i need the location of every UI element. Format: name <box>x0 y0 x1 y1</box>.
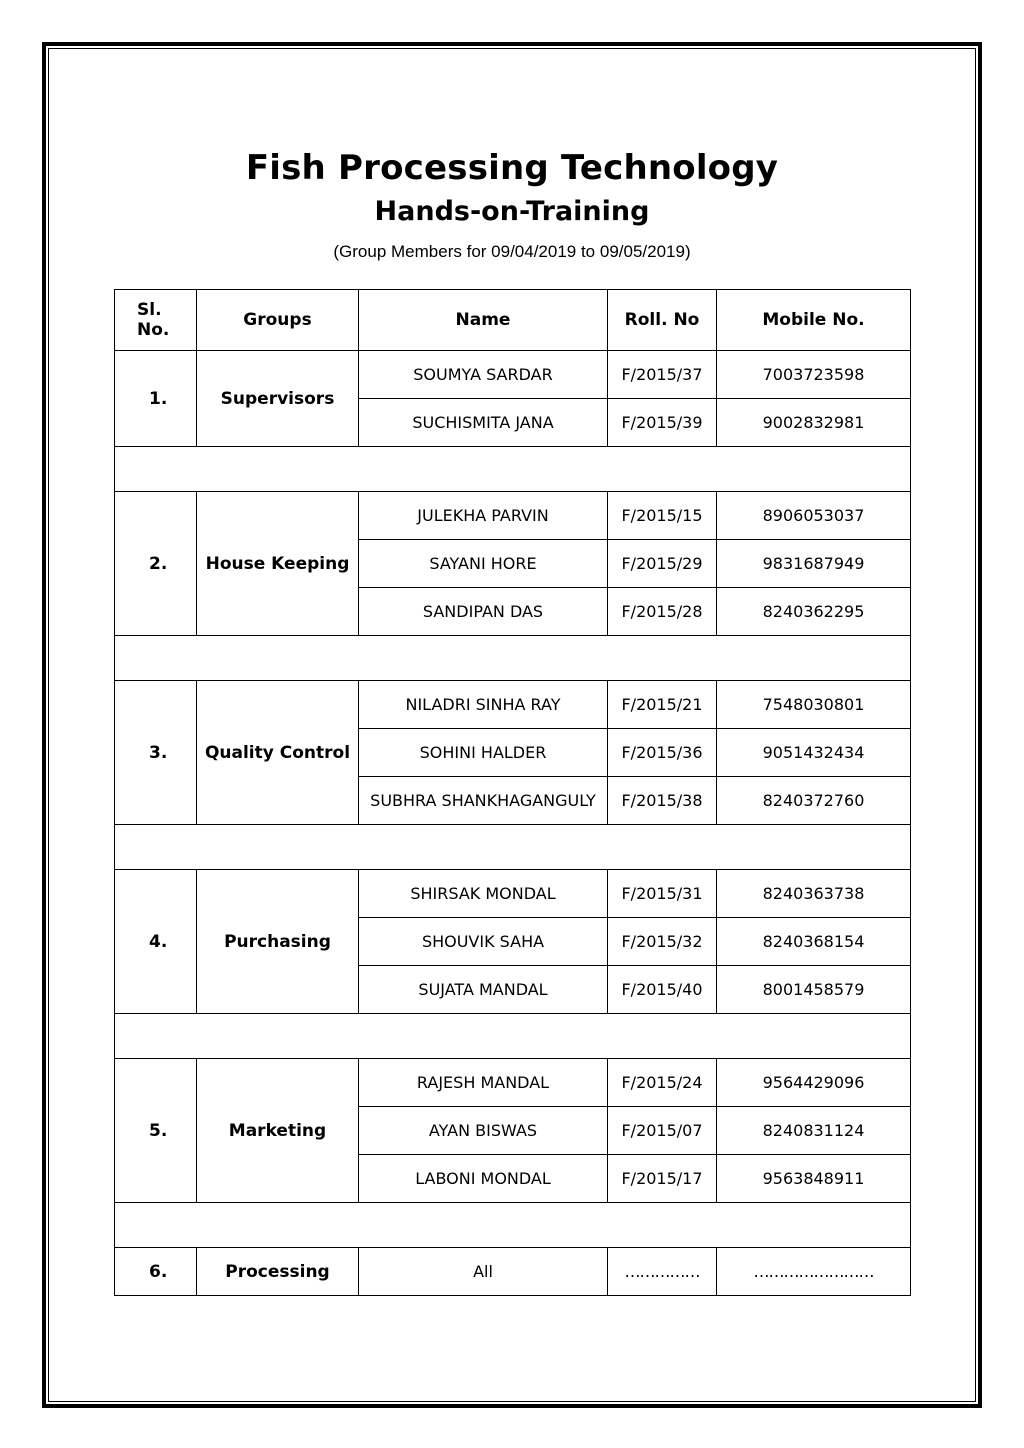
mobile-no-cell: 8240363738 <box>717 870 911 918</box>
column-header-sl-no: Sl. No. <box>115 290 197 351</box>
spacer-cell <box>115 636 911 681</box>
document-caption: (Group Members for 09/04/2019 to 09/05/2019) <box>333 242 691 261</box>
spacer-row <box>115 447 911 492</box>
column-header-mobile-no: Mobile No. <box>717 290 911 351</box>
mobile-no-cell: 8906053037 <box>717 492 911 540</box>
roll-no-cell: …………… <box>608 1248 717 1296</box>
member-name-cell: AYAN BISWAS <box>359 1107 608 1155</box>
group-name-cell: Purchasing <box>197 870 359 1014</box>
table-row <box>115 681 911 729</box>
mobile-no-cell: 9831687949 <box>717 540 911 588</box>
member-name-cell: SOHINI HALDER <box>359 729 608 777</box>
roll-no-cell: F/2015/40 <box>608 966 717 1014</box>
member-name-cell: JULEKHA PARVIN <box>359 492 608 540</box>
roll-no-cell: F/2015/32 <box>608 918 717 966</box>
column-header-name: Name <box>359 290 608 351</box>
table-body <box>115 351 911 1296</box>
document-title: Fish Processing Technology <box>245 148 779 188</box>
roll-no-cell: F/2015/28 <box>608 588 717 636</box>
roll-no-cell: F/2015/24 <box>608 1059 717 1107</box>
roll-no-cell: F/2015/36 <box>608 729 717 777</box>
member-name-cell: SHIRSAK MONDAL <box>359 870 608 918</box>
mobile-no-cell: 8240372760 <box>717 777 911 825</box>
table-row <box>115 492 911 540</box>
group-name-cell: Marketing <box>197 1059 359 1203</box>
spacer-cell <box>115 447 911 492</box>
member-name-cell: SOUMYA SARDAR <box>359 351 608 399</box>
spacer-row <box>115 636 911 681</box>
sl-no-cell: 6. <box>115 1248 197 1296</box>
member-name-cell: SUCHISMITA JANA <box>359 399 608 447</box>
spacer-cell <box>115 1203 911 1248</box>
mobile-no-cell: 9564429096 <box>717 1059 911 1107</box>
mobile-no-cell: …………………… <box>717 1248 911 1296</box>
roll-no-cell: F/2015/38 <box>608 777 717 825</box>
mobile-no-cell: 9563848911 <box>717 1155 911 1203</box>
spacer-row <box>115 1014 911 1059</box>
group-name-cell: House Keeping <box>197 492 359 636</box>
member-name-cell: RAJESH MANDAL <box>359 1059 608 1107</box>
spacer-cell <box>115 825 911 870</box>
roll-no-cell: F/2015/07 <box>608 1107 717 1155</box>
sl-no-cell: 4. <box>115 870 197 1014</box>
member-name-cell: NILADRI SINHA RAY <box>359 681 608 729</box>
spacer-row <box>115 825 911 870</box>
mobile-no-cell: 8240831124 <box>717 1107 911 1155</box>
mobile-no-cell: 8001458579 <box>717 966 911 1014</box>
table-row <box>115 351 911 399</box>
group-name-cell: Supervisors <box>197 351 359 447</box>
column-header-groups: Groups <box>197 290 359 351</box>
sl-no-cell: 2. <box>115 492 197 636</box>
roll-no-cell: F/2015/31 <box>608 870 717 918</box>
document-subtitle: Hands-on-Training <box>374 196 650 227</box>
spacer-cell <box>115 1014 911 1059</box>
table-row <box>115 1059 911 1107</box>
mobile-no-cell: 9002832981 <box>717 399 911 447</box>
table-row <box>115 1248 911 1296</box>
sl-no-cell: 1. <box>115 351 197 447</box>
mobile-no-cell: 9051432434 <box>717 729 911 777</box>
roll-no-cell: F/2015/15 <box>608 492 717 540</box>
member-name-cell: SUJATA MANDAL <box>359 966 608 1014</box>
column-header-roll-no: Roll. No <box>608 290 717 351</box>
group-members-table <box>114 289 911 1296</box>
group-name-cell: Quality Control <box>197 681 359 825</box>
roll-no-cell: F/2015/29 <box>608 540 717 588</box>
mobile-no-cell: 8240368154 <box>717 918 911 966</box>
roll-no-cell: F/2015/21 <box>608 681 717 729</box>
member-name-cell: SAYANI HORE <box>359 540 608 588</box>
member-name-cell: LABONI MONDAL <box>359 1155 608 1203</box>
sl-no-cell: 5. <box>115 1059 197 1203</box>
member-name-cell: SUBHRA SHANKHAGANGULY <box>359 777 608 825</box>
roll-no-cell: F/2015/17 <box>608 1155 717 1203</box>
member-name-cell: SANDIPAN DAS <box>359 588 608 636</box>
table-header-row <box>115 290 911 351</box>
mobile-no-cell: 7548030801 <box>717 681 911 729</box>
group-name-cell: Processing <box>197 1248 359 1296</box>
mobile-no-cell: 7003723598 <box>717 351 911 399</box>
table-row <box>115 870 911 918</box>
member-name-cell: All <box>359 1248 608 1296</box>
roll-no-cell: F/2015/37 <box>608 351 717 399</box>
spacer-row <box>115 1203 911 1248</box>
roll-no-cell: F/2015/39 <box>608 399 717 447</box>
member-name-cell: SHOUVIK SAHA <box>359 918 608 966</box>
sl-no-cell: 3. <box>115 681 197 825</box>
mobile-no-cell: 8240362295 <box>717 588 911 636</box>
